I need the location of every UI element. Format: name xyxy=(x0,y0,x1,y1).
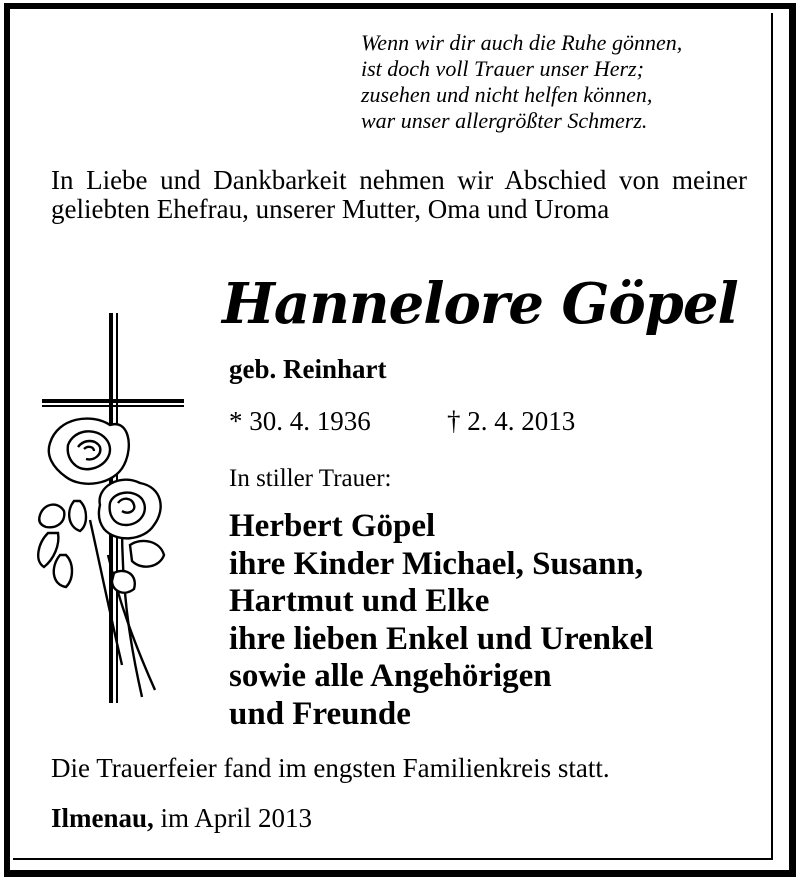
life-dates xyxy=(229,405,576,437)
mourner-line: sowie alle Angehörigen xyxy=(229,658,552,694)
poem-line: war unser allergrößter Schmerz. xyxy=(361,108,648,133)
birth-date: * 30. 4. 1936 xyxy=(229,406,371,436)
mourner-line: Hartmut und Elke xyxy=(229,583,490,619)
mourner-line: Herbert Göpel xyxy=(229,508,436,544)
funeral-note: Die Trauerfeier fand im engsten Familienkreis statt. xyxy=(51,753,610,783)
poem xyxy=(361,30,761,134)
closing-date: im April 2013 xyxy=(160,803,313,833)
death-date: † 2. 4. 2013 xyxy=(447,406,576,436)
birth-name: geb. Reinhart xyxy=(229,354,387,384)
poem-line: zusehen und nicht helfen können, xyxy=(361,82,653,107)
mourner-line: ihre lieben Enkel und Urenkel xyxy=(229,620,654,657)
cross-with-roses-icon xyxy=(30,305,200,715)
mourners-list xyxy=(229,508,653,733)
mourner-line: und Freunde xyxy=(229,695,411,732)
mourning-label: In stiller Trauer: xyxy=(229,465,392,492)
closing-place: Ilmenau, xyxy=(51,803,154,833)
poem-line: ist doch voll Trauer unser Herz; xyxy=(361,56,644,81)
intro-text: In Liebe und Dankbarkeit nehmen wir Abschied von meiner geliebten Ehefrau, unserer Mutter, Oma und Uroma xyxy=(51,165,747,224)
poem-line: Wenn wir dir auch die Ruhe gönnen, xyxy=(361,30,683,55)
mourner-line: ihre Kinder Michael, Susann, xyxy=(229,545,644,582)
closing-line xyxy=(51,802,312,834)
deceased-name: Hannelore Göpel xyxy=(222,271,738,337)
